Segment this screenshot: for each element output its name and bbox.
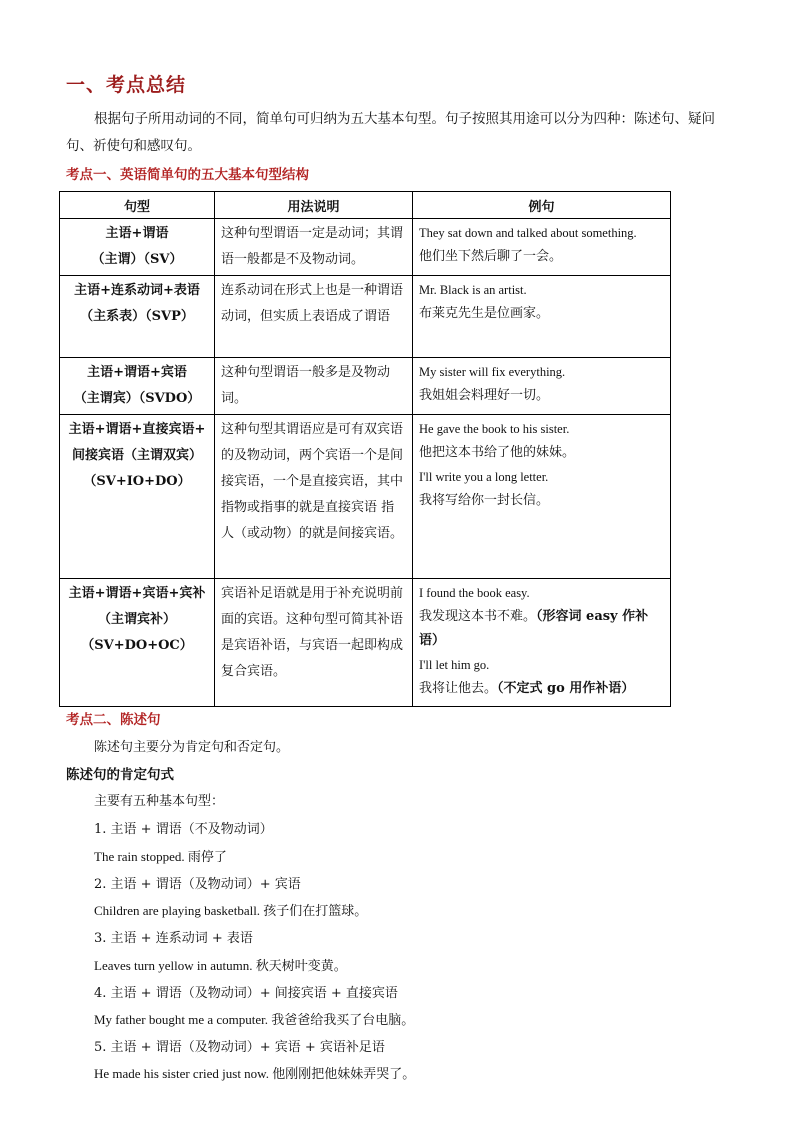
example-cn: [419, 677, 664, 701]
pattern-example: The rain stopped. 雨停了: [94, 849, 227, 864]
pattern-example: Leaves turn yellow in autumn. 秋天树叶变黄。: [94, 958, 347, 973]
subheading-affirmative: 陈述句的肯定句式: [66, 767, 174, 783]
pattern-line: 主语+连系动词+表语: [74, 283, 200, 298]
table-header-cell: 句型: [60, 192, 215, 219]
example-cn: 我姐姐会料理好一切。: [419, 388, 550, 403]
pattern-rule: 4. 主语 + 谓语（及物动词）+ 间接宾语 + 直接宾语: [94, 986, 398, 1001]
pattern-cell: [60, 276, 215, 358]
page-title: 一、考点总结: [66, 74, 187, 96]
pattern-line: （SV+IO+DO）: [83, 474, 191, 489]
example-cn: 他们坐下然后聊了一会。: [419, 249, 563, 264]
example-cn: 布莱克先生是位画家。: [419, 306, 550, 321]
pattern-cell: [60, 579, 215, 707]
example-en: I found the book easy.: [419, 586, 530, 600]
example-en: They sat down and talked about something.: [419, 226, 637, 240]
pattern-cell: [60, 358, 215, 415]
example-cell: [413, 276, 671, 358]
example-cell: [413, 358, 671, 415]
sentence-pattern-table: [59, 191, 671, 707]
section-heading-2: 考点二、陈述句: [66, 712, 161, 728]
pattern-line: 主语+谓语+宾语: [87, 365, 187, 380]
intro-paragraph: 根据句子所用动词的不同，简单句可归纳为五大基本句型。句子按照其用途可以分为四种：陈述句、疑问句、祈使句和感叹句。: [66, 111, 715, 154]
pattern-line: 主语+谓语: [105, 226, 169, 241]
example-cell: [413, 415, 671, 579]
table-header-cell: 用法说明: [215, 192, 413, 219]
example-cell: [413, 579, 671, 707]
example-note: （形容词 easy 作补语）: [419, 609, 649, 648]
example-cn: [419, 605, 664, 653]
example-en: Mr. Black is an artist.: [419, 283, 527, 297]
usage-cell: 连系动词在形式上也是一种谓语动词，但实质上表语成了谓语: [215, 276, 413, 358]
table-header-cell: 例句: [413, 192, 671, 219]
pattern-example: Children are playing basketball. 孩子们在打篮球。: [94, 903, 368, 918]
table-header-row: [60, 192, 671, 219]
example-en: My sister will fix everything.: [419, 365, 566, 379]
example-cell: [413, 219, 671, 276]
section-heading-1: 考点一、英语简单句的五大基本句型结构: [66, 167, 309, 183]
pattern-rule: 3. 主语 + 连系动词 + 表语: [94, 931, 253, 946]
pattern-rule: 1. 主语 + 谓语（不及物动词）: [94, 822, 273, 837]
usage-cell: 这种句型谓语一般多是及物动词。: [215, 358, 413, 415]
example-cn-text: 我将让他去。: [419, 681, 498, 696]
pattern-line: （主谓宾补）: [97, 612, 176, 627]
example-en: I'll write you a long letter.: [419, 470, 549, 484]
pattern-line: 间接宾语（主谓双宾）: [71, 448, 202, 463]
example-en: I'll let him go.: [419, 658, 490, 672]
example-cn: 我将写给你一封长信。: [419, 493, 550, 508]
pattern-line: （主谓）（SV）: [91, 252, 183, 267]
usage-cell: 这种句型谓语一定是动词；其谓语一般都是不及物动词。: [215, 219, 413, 276]
table-row: [60, 415, 671, 579]
table-row: [60, 276, 671, 358]
pattern-cell: [60, 219, 215, 276]
pattern-rule: 2. 主语 + 谓语（及物动词）+ 宾语: [94, 877, 301, 892]
usage-cell: 宾语补足语就是用于补充说明前面的宾语。这种句型可简其补语是宾语补语，与宾语一起即构成复合宾语。: [215, 579, 413, 707]
example-en: He gave the book to his sister.: [419, 422, 570, 436]
pattern-line: （SV+DO+OC）: [81, 638, 193, 653]
table-row: [60, 358, 671, 415]
pattern-rule: 5. 主语 + 谓语（及物动词）+ 宾语 + 宾语补足语: [94, 1040, 385, 1055]
pattern-example: He made his sister cried just now. 他刚刚把他妹妹弄哭了。: [94, 1066, 416, 1081]
section2-intro: 陈述句主要分为肯定句和否定句。: [94, 740, 290, 755]
example-cn: 他把这本书给了他的妹妹。: [419, 445, 576, 460]
usage-cell: 这种句型其谓语应是可有双宾语的及物动词，两个宾语一个是间接宾语，一个是直接宾语，其中指物或指事的就是直接宾语 指人（或动物）的就是间接宾语。: [215, 415, 413, 579]
table-row: [60, 219, 671, 276]
table-row: [60, 579, 671, 707]
pattern-line: （主谓宾）（SVDO）: [73, 391, 201, 406]
pattern-example: My father bought me a computer. 我爸爸给我买了台电脑。: [94, 1012, 415, 1027]
pattern-line: 主语+谓语+直接宾语+: [68, 422, 206, 437]
pattern-line: （主系表）（SVP）: [80, 309, 194, 324]
example-note: （不定式 go 用作补语）: [497, 681, 635, 696]
pattern-cell: [60, 415, 215, 579]
pattern-lead: 主要有五种基本句型：: [94, 794, 225, 809]
pattern-line: 主语+谓语+宾语+宾补: [68, 586, 206, 601]
example-cn-text: 我发现这本书不难。: [419, 609, 537, 624]
